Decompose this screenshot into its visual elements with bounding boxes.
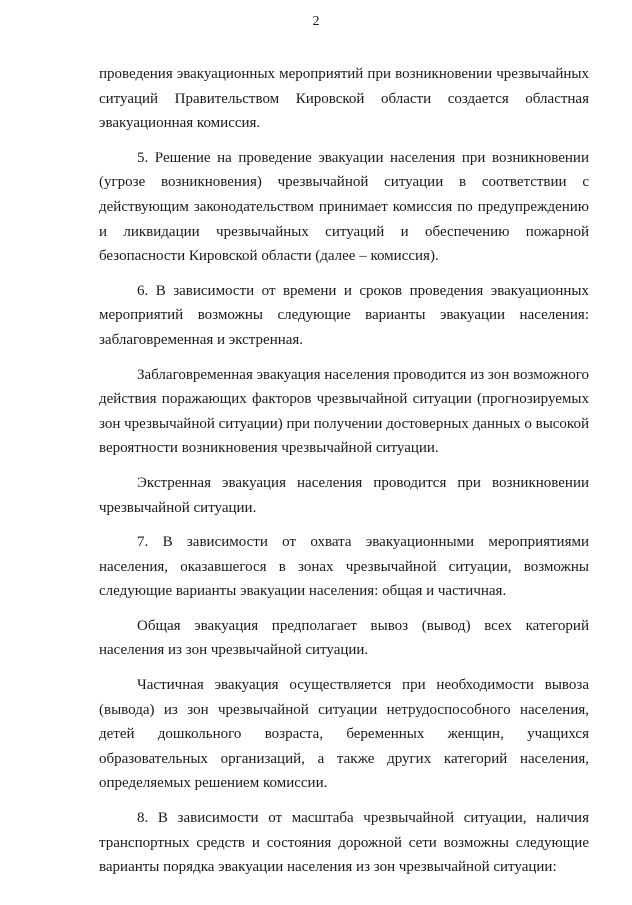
paragraph-emergency-evacuation: Экстренная эвакуация населения проводится при возникновении чрезвычайной ситуации.	[99, 474, 589, 516]
paragraph-continuation: проведения эвакуационных мероприятий при возникновении чрезвычайных ситуаций Правительством Кировской области создается областная эвакуационная комиссия.	[99, 66, 589, 132]
paragraph-item-5: 5. Решение на проведение эвакуации населения при возникновении (угрозе возникновения) чрезвычайной ситуации в соответствии с действующим законодательством принимает комиссия по предупреждению и ликвидации чрезвычайных ситуаций и обеспечению пожарной безопасности Кировской области (далее – комиссия).	[99, 149, 589, 265]
document-body	[99, 62, 589, 890]
paragraph-advance-evacuation: Заблаговременная эвакуация населения проводится из зон возможного действия поражающих факторов чрезвычайной ситуации (прогнозируемых зон чрезвычайной ситуации) при получении достоверных данных о высокой вероятности возникновения чрезвычайной ситуации.	[99, 366, 589, 457]
page-number: 2	[312, 14, 320, 29]
paragraph-item-7: 7. В зависимости от охвата эвакуационными мероприятиями населения, оказавшегося в зонах чрезвычайной ситуации, возможны следующие варианты эвакуации населения: общая и частичная.	[99, 534, 589, 600]
paragraph-item-6: 6. В зависимости от времени и сроков проведения эвакуационных мероприятий возможны следующие варианты эвакуации населения: заблаговременная и экстренная.	[99, 282, 589, 348]
paragraph-item-8: 8. В зависимости от масштаба чрезвычайной ситуации, наличия транспортных средств и состояния дорожной сети возможны следующие варианты порядка эвакуации населения из зон чрезвычайной ситуации:	[99, 810, 589, 876]
paragraph-general-evacuation: Общая эвакуация предполагает вывоз (вывод) всех категорий населения из зон чрезвычайной ситуации.	[99, 617, 589, 659]
paragraph-partial-evacuation: Частичная эвакуация осуществляется при необходимости вывоза (вывода) из зон чрезвычайной ситуации нетрудоспособного населения, детей дошкольного возраста, беременных женщин, учащихся образовательных организаций, а также других категорий населения, определяемых решением комиссии.	[99, 677, 589, 792]
